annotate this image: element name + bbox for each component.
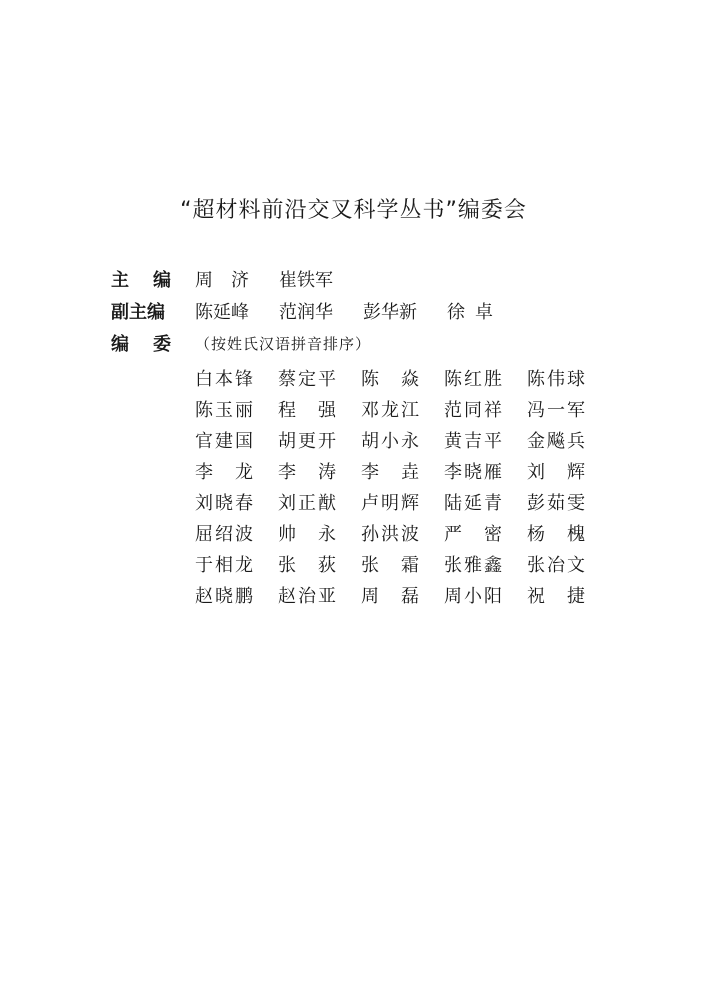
committee-member: 黄吉平 — [444, 430, 502, 452]
committee-member: 李垚 — [361, 461, 419, 483]
deputy-editor-name: 彭华新 — [363, 302, 417, 323]
committee-members-row — [195, 393, 615, 424]
committee-members-row — [195, 362, 615, 393]
committee-member: 杨槐 — [527, 523, 585, 545]
committee-member: 陈伟球 — [527, 368, 585, 390]
committee-member: 金飚兵 — [527, 430, 585, 452]
committee-member: 胡小永 — [361, 430, 419, 452]
committee-member: 严密 — [444, 523, 502, 545]
committee-member: 陆延青 — [444, 492, 502, 514]
committee-member: 蔡定平 — [278, 368, 336, 390]
committee-member: 于相龙 — [195, 554, 253, 576]
committee-member: 白本锋 — [195, 368, 253, 390]
editor-name: 崔铁军 — [279, 270, 333, 291]
committee-member: 赵晓鹏 — [195, 585, 253, 607]
committee-member: 陈焱 — [361, 368, 419, 390]
committee-row — [111, 331, 371, 355]
committee-member: 冯一军 — [527, 399, 585, 421]
editor-in-chief-row — [111, 267, 363, 291]
committee-member: 邓龙江 — [361, 399, 419, 421]
committee-member: 官建国 — [195, 430, 253, 452]
deputy-editors-names — [195, 298, 523, 324]
deputy-editors-label: 副主编 — [111, 302, 165, 323]
committee-member: 李涛 — [278, 461, 336, 483]
committee-members-row — [195, 548, 615, 579]
committee-member: 李龙 — [195, 461, 253, 483]
committee-member: 张雅鑫 — [444, 554, 502, 576]
editor-name: 周济 — [195, 270, 249, 291]
committee-members-row — [195, 486, 615, 517]
committee-member: 陈玉丽 — [195, 399, 253, 421]
committee-member: 程强 — [278, 399, 336, 421]
editor-in-chief-names — [195, 266, 363, 292]
committee-member: 屈绍波 — [195, 523, 253, 545]
deputy-editor-name: 范润华 — [279, 302, 333, 323]
committee-member: 周磊 — [361, 585, 419, 607]
committee-member: 彭茹雯 — [527, 492, 585, 514]
committee-member: 卢明辉 — [361, 492, 419, 514]
committee-member: 周小阳 — [444, 585, 502, 607]
committee-member: 刘正猷 — [278, 492, 336, 514]
committee-members-grid — [195, 362, 615, 610]
committee-member: 帅永 — [278, 523, 336, 545]
committee-members-row — [195, 455, 615, 486]
committee-member: 祝捷 — [527, 585, 585, 607]
committee-member: 胡更开 — [278, 430, 336, 452]
committee-member: 刘辉 — [527, 461, 585, 483]
committee-members-row — [195, 517, 615, 548]
committee-members-row — [195, 579, 615, 610]
committee-sort-note: （按姓氏汉语拼音排序） — [195, 334, 372, 353]
page-title: “超材料前沿交叉科学丛书”编委会 — [180, 198, 527, 223]
committee-label: 编委 — [111, 334, 171, 355]
committee-member: 陈红胜 — [444, 368, 502, 390]
deputy-editor-name: 徐卓 — [447, 302, 493, 323]
committee-member: 孙洪波 — [361, 523, 419, 545]
committee-member: 赵治亚 — [278, 585, 336, 607]
committee-member: 张荻 — [278, 554, 336, 576]
committee-member: 张霜 — [361, 554, 419, 576]
deputy-editor-name: 陈延峰 — [195, 302, 249, 323]
committee-member: 范同祥 — [444, 399, 502, 421]
committee-member: 刘晓春 — [195, 492, 253, 514]
committee-member: 李晓雁 — [444, 461, 502, 483]
deputy-editors-row — [111, 299, 523, 323]
editor-in-chief-label: 主编 — [111, 270, 171, 291]
committee-members-row — [195, 424, 615, 455]
committee-member: 张冶文 — [527, 554, 585, 576]
